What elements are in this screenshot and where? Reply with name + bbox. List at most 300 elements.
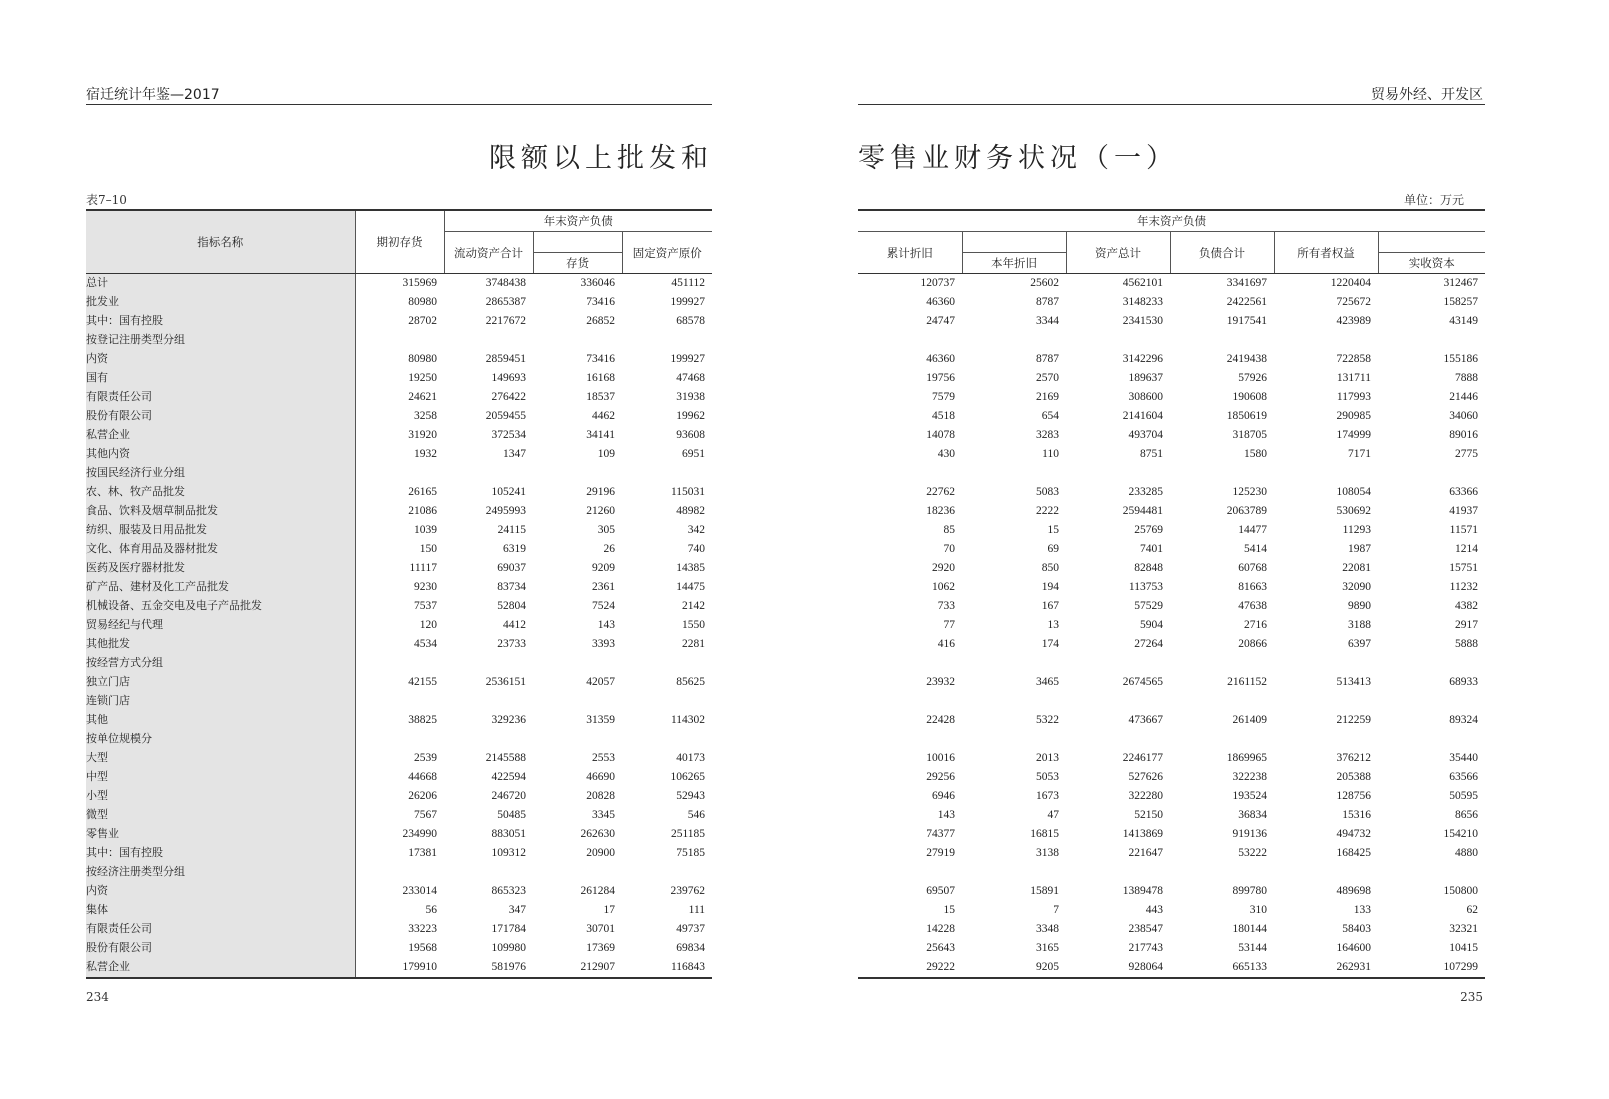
row-label: 矿产品、建材及化工产品批发 — [86, 578, 355, 597]
table-cell: 38825 — [408, 714, 437, 726]
table-cell: 23733 — [497, 638, 526, 650]
table-cell — [858, 331, 962, 350]
table-cell: 190608 — [1232, 391, 1267, 403]
row-label: 其他 — [86, 711, 355, 730]
table-cell: 22762 — [926, 486, 955, 498]
table-cell: 117993 — [1336, 391, 1371, 403]
table-cell: 26206 — [408, 790, 437, 802]
table-cell: 261284 — [580, 885, 615, 897]
table-cell: 342 — [687, 524, 706, 536]
table-row — [86, 768, 712, 787]
row-label: 中型 — [86, 768, 355, 787]
table-cell: 41937 — [1449, 505, 1478, 517]
table-cell: 2422561 — [1226, 296, 1267, 308]
table-cell: 493704 — [1128, 429, 1163, 441]
table-cell: 2865387 — [485, 296, 526, 308]
table-cell: 120737 — [920, 277, 955, 289]
table-cell: 89324 — [1449, 714, 1478, 726]
table-cell: 111 — [688, 904, 706, 916]
table-row — [86, 863, 712, 882]
table-row — [858, 882, 1485, 901]
table-cell: 2917 — [1455, 619, 1478, 631]
page-title-right: 零售业财务状况（一） — [858, 143, 1178, 174]
table-row — [858, 673, 1485, 692]
table-cell: 5904 — [1140, 619, 1163, 631]
table-cell: 2419438 — [1226, 353, 1267, 365]
table-cell: 34141 — [586, 429, 615, 441]
table-cell: 9230 — [414, 581, 437, 593]
running-header-left: 宿迁统计年鉴—2017 — [86, 87, 220, 103]
table-row — [86, 692, 712, 711]
table-cell: 34060 — [1449, 410, 1478, 422]
col-header-fixed-assets: 固定资产原价 — [622, 232, 712, 274]
table-cell: 69834 — [676, 942, 706, 954]
table-cell — [533, 654, 622, 673]
table-cell — [1170, 331, 1274, 350]
row-label: 集体 — [86, 901, 355, 920]
col-header-inventory: 存货 — [533, 253, 622, 274]
table-cell — [1274, 464, 1378, 483]
table-cell — [962, 692, 1066, 711]
table-cell: 7888 — [1455, 372, 1478, 384]
table-cell: 308600 — [1128, 391, 1163, 403]
table-cell: 131711 — [1336, 372, 1371, 384]
table-cell: 883051 — [491, 828, 526, 840]
table-cell: 2059455 — [485, 410, 526, 422]
row-label: 连锁门店 — [86, 692, 355, 711]
table-cell: 451112 — [671, 277, 706, 289]
col-header-paid-in-capital: 实收资本 — [1378, 253, 1485, 274]
table-cell — [1066, 863, 1170, 882]
table-cell: 2716 — [1244, 619, 1267, 631]
table-cell: 212259 — [1336, 714, 1371, 726]
table-cell — [622, 464, 712, 483]
table-cell — [962, 863, 1066, 882]
table-cell: 722858 — [1336, 353, 1371, 365]
table-cell — [355, 654, 444, 673]
table-row — [86, 483, 712, 502]
table-row — [858, 749, 1485, 768]
row-label: 医药及医疗器材批发 — [86, 559, 355, 578]
table-cell: 494732 — [1336, 828, 1371, 840]
row-label: 内资 — [86, 350, 355, 369]
table-cell: 6319 — [503, 543, 526, 555]
col-header-year-end-group: 年末资产负债 — [444, 210, 712, 232]
table-cell: 530692 — [1336, 505, 1371, 517]
table-cell: 1220404 — [1330, 277, 1371, 289]
col-header-name: 指标名称 — [86, 210, 355, 274]
table-row — [86, 654, 712, 673]
table-cell: 251185 — [670, 828, 706, 840]
table-cell: 2361 — [592, 581, 615, 593]
table-cell: 4534 — [414, 638, 437, 650]
table-row — [858, 388, 1485, 407]
table-cell: 13 — [1047, 619, 1059, 631]
table-cell: 2222 — [1036, 505, 1059, 517]
table-cell: 105241 — [491, 486, 526, 498]
table-cell: 50595 — [1449, 790, 1478, 802]
table-cell: 14385 — [676, 562, 706, 574]
table-cell — [444, 863, 533, 882]
table-cell: 10016 — [926, 752, 955, 764]
table-cell: 9209 — [592, 562, 615, 574]
table-cell: 2217672 — [485, 315, 526, 327]
table-row — [86, 559, 712, 578]
table-cell: 261409 — [1232, 714, 1267, 726]
table-cell: 6951 — [682, 448, 706, 460]
table-cell: 174 — [1041, 638, 1059, 650]
unit-label: 单位：万元 — [1403, 193, 1464, 207]
row-label: 国有 — [86, 369, 355, 388]
table-row — [858, 521, 1485, 540]
table-cell: 376212 — [1336, 752, 1371, 764]
table-cell: 2246177 — [1122, 752, 1163, 764]
table-cell — [1274, 654, 1378, 673]
table-cell — [533, 464, 622, 483]
table-cell: 150 — [419, 543, 437, 555]
table-cell: 20900 — [586, 847, 615, 859]
table-cell: 19250 — [408, 372, 437, 384]
table-cell: 30701 — [586, 923, 615, 935]
table-cell: 473667 — [1128, 714, 1163, 726]
table-cell: 116843 — [622, 958, 712, 978]
table-cell: 23932 — [926, 676, 955, 688]
table-cell: 1932 — [414, 448, 437, 460]
table-cell: 928064 — [1066, 958, 1170, 978]
table-cell: 3283 — [1036, 429, 1059, 441]
table-cell: 63566 — [1449, 771, 1478, 783]
row-label: 批发业 — [86, 293, 355, 312]
table-cell: 2536151 — [485, 676, 526, 688]
table-cell: 42057 — [586, 676, 615, 688]
table-cell: 8787 — [1036, 353, 1059, 365]
table-cell: 14477 — [1238, 524, 1267, 536]
table-cell: 1413869 — [1122, 828, 1163, 840]
row-label: 按经济注册类型分组 — [86, 863, 355, 882]
table-cell: 149693 — [491, 372, 526, 384]
table-cell: 60768 — [1238, 562, 1267, 574]
table-cell — [622, 692, 712, 711]
table-row — [858, 407, 1485, 426]
table-cell: 10415 — [1449, 942, 1478, 954]
table-cell: 168425 — [1336, 847, 1371, 859]
table-row — [86, 825, 712, 844]
table-row — [86, 312, 712, 331]
table-row — [858, 901, 1485, 920]
table-cell: 850 — [1041, 562, 1059, 574]
table-cell: 26165 — [408, 486, 437, 498]
table-cell — [1274, 331, 1378, 350]
table-cell: 5414 — [1244, 543, 1267, 555]
table-cell: 4518 — [932, 410, 955, 422]
table-cell: 15 — [1047, 524, 1059, 536]
table-cell: 77 — [943, 619, 955, 631]
table-cell: 69507 — [926, 885, 955, 897]
table-cell: 70 — [943, 543, 955, 555]
table-cell: 1347 — [503, 448, 526, 460]
table-cell: 143 — [937, 809, 955, 821]
table-cell: 109312 — [491, 847, 526, 859]
table-cell: 110 — [1042, 448, 1059, 460]
table-cell: 16168 — [586, 372, 615, 384]
table-cell: 312467 — [1443, 277, 1478, 289]
table-cell: 4462 — [592, 410, 615, 422]
table-cell: 15 — [943, 904, 955, 916]
table-cell: 107299 — [1378, 958, 1485, 978]
table-cell: 221647 — [1128, 847, 1163, 859]
table-cell — [1066, 692, 1170, 711]
row-label: 私营企业 — [86, 958, 355, 978]
table-cell: 120 — [419, 619, 437, 631]
table-cell: 29196 — [586, 486, 615, 498]
table-cell: 106265 — [670, 771, 706, 783]
table-cell: 1917541 — [1226, 315, 1267, 327]
table-cell: 581976 — [444, 958, 533, 978]
table-cell: 46690 — [586, 771, 615, 783]
table-row — [86, 958, 712, 978]
table-cell: 740 — [687, 543, 706, 555]
table-cell: 47638 — [1238, 600, 1267, 612]
table-cell: 1062 — [932, 581, 955, 593]
table-cell: 2063789 — [1226, 505, 1267, 517]
table-cell: 174999 — [1336, 429, 1371, 441]
table-cell: 2145588 — [485, 752, 526, 764]
table-row — [858, 559, 1485, 578]
table-cell: 68933 — [1449, 676, 1478, 688]
table-cell: 3393 — [592, 638, 615, 650]
table-cell: 89016 — [1449, 429, 1478, 441]
row-label: 股份有限公司 — [86, 939, 355, 958]
table-cell: 443 — [1145, 904, 1163, 916]
table-row — [86, 445, 712, 464]
table-cell: 8751 — [1140, 448, 1163, 460]
table-cell — [858, 730, 962, 749]
table-cell: 2553 — [592, 752, 615, 764]
table-cell: 82848 — [1134, 562, 1163, 574]
table-cell: 17 — [603, 904, 615, 916]
table-cell: 1673 — [1036, 790, 1059, 802]
table-row — [858, 939, 1485, 958]
table-cell — [1170, 692, 1274, 711]
col-header-current-year-depreciation: 本年折旧 — [962, 253, 1066, 274]
table-cell: 733 — [937, 600, 955, 612]
table-cell: 194 — [1041, 581, 1059, 593]
table-cell: 53144 — [1238, 942, 1267, 954]
table-cell: 2570 — [1036, 372, 1059, 384]
row-label: 有限责任公司 — [86, 920, 355, 939]
table-cell: 233285 — [1128, 486, 1163, 498]
table-cell — [533, 863, 622, 882]
table-cell: 57926 — [1238, 372, 1267, 384]
table-cell: 15316 — [1342, 809, 1371, 821]
table-cell: 9890 — [1348, 600, 1371, 612]
table-cell: 40173 — [676, 752, 706, 764]
table-cell — [1170, 730, 1274, 749]
col-header-total-assets: 资产总计 — [1066, 232, 1170, 274]
table-cell: 18236 — [926, 505, 955, 517]
row-label: 纺织、服装及日用品批发 — [86, 521, 355, 540]
col-header-owners-equity: 所有者权益 — [1274, 232, 1378, 274]
table-cell: 7401 — [1140, 543, 1163, 555]
table-row — [86, 711, 712, 730]
col-header-spacer-3 — [1378, 232, 1485, 253]
table-cell: 68578 — [676, 315, 706, 327]
table-cell: 9205 — [962, 958, 1066, 978]
table-row — [858, 654, 1485, 673]
table-cell: 14475 — [676, 581, 706, 593]
table-cell: 899780 — [1232, 885, 1267, 897]
table-cell: 2920 — [932, 562, 955, 574]
table-row — [858, 768, 1485, 787]
table-cell — [962, 654, 1066, 673]
table-cell: 423989 — [1336, 315, 1371, 327]
table-cell: 665133 — [1170, 958, 1274, 978]
table-row — [86, 331, 712, 350]
table-cell: 919136 — [1232, 828, 1267, 840]
table-cell: 63366 — [1449, 486, 1478, 498]
table-cell — [355, 863, 444, 882]
table-cell: 3344 — [1036, 315, 1059, 327]
table-cell: 1580 — [1244, 448, 1267, 460]
table-cell: 2859451 — [485, 353, 526, 365]
table-cell: 81663 — [1238, 581, 1267, 593]
row-label: 其他批发 — [86, 635, 355, 654]
table-cell: 36834 — [1238, 809, 1267, 821]
table-cell: 33223 — [408, 923, 437, 935]
table-cell: 1039 — [414, 524, 437, 536]
table-row — [86, 901, 712, 920]
table-cell: 233014 — [402, 885, 437, 897]
table-cell: 276422 — [491, 391, 526, 403]
table-cell: 48982 — [676, 505, 706, 517]
table-cell: 180144 — [1232, 923, 1267, 935]
table-cell: 150800 — [1443, 885, 1478, 897]
row-label: 私营企业 — [86, 426, 355, 445]
table-cell: 422594 — [491, 771, 526, 783]
table-cell: 143 — [597, 619, 615, 631]
table-cell: 52943 — [676, 790, 706, 802]
table-row — [86, 730, 712, 749]
table-cell: 5322 — [1036, 714, 1059, 726]
table-row — [858, 540, 1485, 559]
table-cell: 44668 — [408, 771, 437, 783]
table-row — [858, 369, 1485, 388]
table-cell — [533, 730, 622, 749]
table-cell: 52804 — [497, 600, 526, 612]
table-cell: 322280 — [1128, 790, 1163, 802]
table-cell: 8787 — [1036, 296, 1059, 308]
table-cell: 7537 — [414, 600, 437, 612]
table-cell: 27919 — [926, 847, 955, 859]
row-label: 机械设备、五金交电及电子产品批发 — [86, 597, 355, 616]
table-cell: 80980 — [408, 296, 437, 308]
table-cell — [1066, 654, 1170, 673]
table-row — [858, 806, 1485, 825]
row-label: 小型 — [86, 787, 355, 806]
right-data-table — [858, 209, 1485, 979]
table-cell: 4562101 — [1122, 277, 1163, 289]
table-row — [86, 369, 712, 388]
table-row — [86, 464, 712, 483]
table-cell: 69037 — [497, 562, 526, 574]
table-cell: 7579 — [932, 391, 955, 403]
table-cell — [355, 331, 444, 350]
table-row — [86, 350, 712, 369]
table-cell — [622, 863, 712, 882]
table-cell: 27264 — [1134, 638, 1163, 650]
table-row — [86, 407, 712, 426]
table-cell: 7524 — [592, 600, 615, 612]
table-cell: 35440 — [1449, 752, 1478, 764]
table-cell — [533, 692, 622, 711]
col-header-current-assets: 流动资产合计 — [444, 232, 533, 274]
table-cell — [1378, 730, 1485, 749]
table-cell: 28702 — [408, 315, 437, 327]
table-row — [86, 426, 712, 445]
table-cell — [444, 464, 533, 483]
table-cell: 11117 — [409, 562, 437, 574]
table-cell: 4880 — [1455, 847, 1478, 859]
table-cell: 11232 — [1449, 581, 1478, 593]
table-row — [86, 749, 712, 768]
table-cell — [1274, 730, 1378, 749]
table-cell: 7567 — [414, 809, 437, 821]
table-cell — [355, 464, 444, 483]
row-label: 有限责任公司 — [86, 388, 355, 407]
table-cell: 11571 — [1449, 524, 1478, 536]
col-header-spacer-2 — [962, 232, 1066, 253]
table-cell — [962, 464, 1066, 483]
table-cell: 8656 — [1455, 809, 1478, 821]
row-label: 贸易经纪与代理 — [86, 616, 355, 635]
table-cell: 113753 — [1128, 581, 1163, 593]
table-cell: 315969 — [402, 277, 437, 289]
table-cell — [1170, 654, 1274, 673]
table-row — [858, 331, 1485, 350]
table-cell: 2161152 — [1227, 676, 1267, 688]
table-cell: 93608 — [676, 429, 706, 441]
page-number-right: 235 — [1460, 990, 1483, 1004]
row-label: 大型 — [86, 749, 355, 768]
table-cell — [1378, 692, 1485, 711]
page-number-left: 234 — [86, 990, 109, 1004]
table-cell: 2594481 — [1122, 505, 1163, 517]
table-cell — [622, 331, 712, 350]
table-cell: 58403 — [1342, 923, 1371, 935]
row-label: 按单位规模分 — [86, 730, 355, 749]
table-cell: 31938 — [676, 391, 706, 403]
table-cell: 5053 — [1036, 771, 1059, 783]
table-cell: 22081 — [1342, 562, 1371, 574]
table-cell: 1869965 — [1226, 752, 1267, 764]
table-cell: 199927 — [670, 353, 706, 365]
table-cell: 329236 — [491, 714, 526, 726]
table-cell: 179910 — [355, 958, 444, 978]
row-label: 总计 — [86, 274, 355, 294]
table-cell: 239762 — [670, 885, 706, 897]
table-cell: 3348 — [1036, 923, 1059, 935]
table-cell: 24621 — [408, 391, 437, 403]
table-cell: 57529 — [1134, 600, 1163, 612]
table-row — [86, 521, 712, 540]
col-header-accumulated-depreciation: 累计折旧 — [858, 232, 962, 274]
table-cell: 3165 — [1036, 942, 1059, 954]
row-label: 微型 — [86, 806, 355, 825]
table-row — [86, 844, 712, 863]
table-cell: 1850619 — [1226, 410, 1267, 422]
table-cell: 2013 — [1036, 752, 1059, 764]
table-cell: 290985 — [1336, 410, 1371, 422]
